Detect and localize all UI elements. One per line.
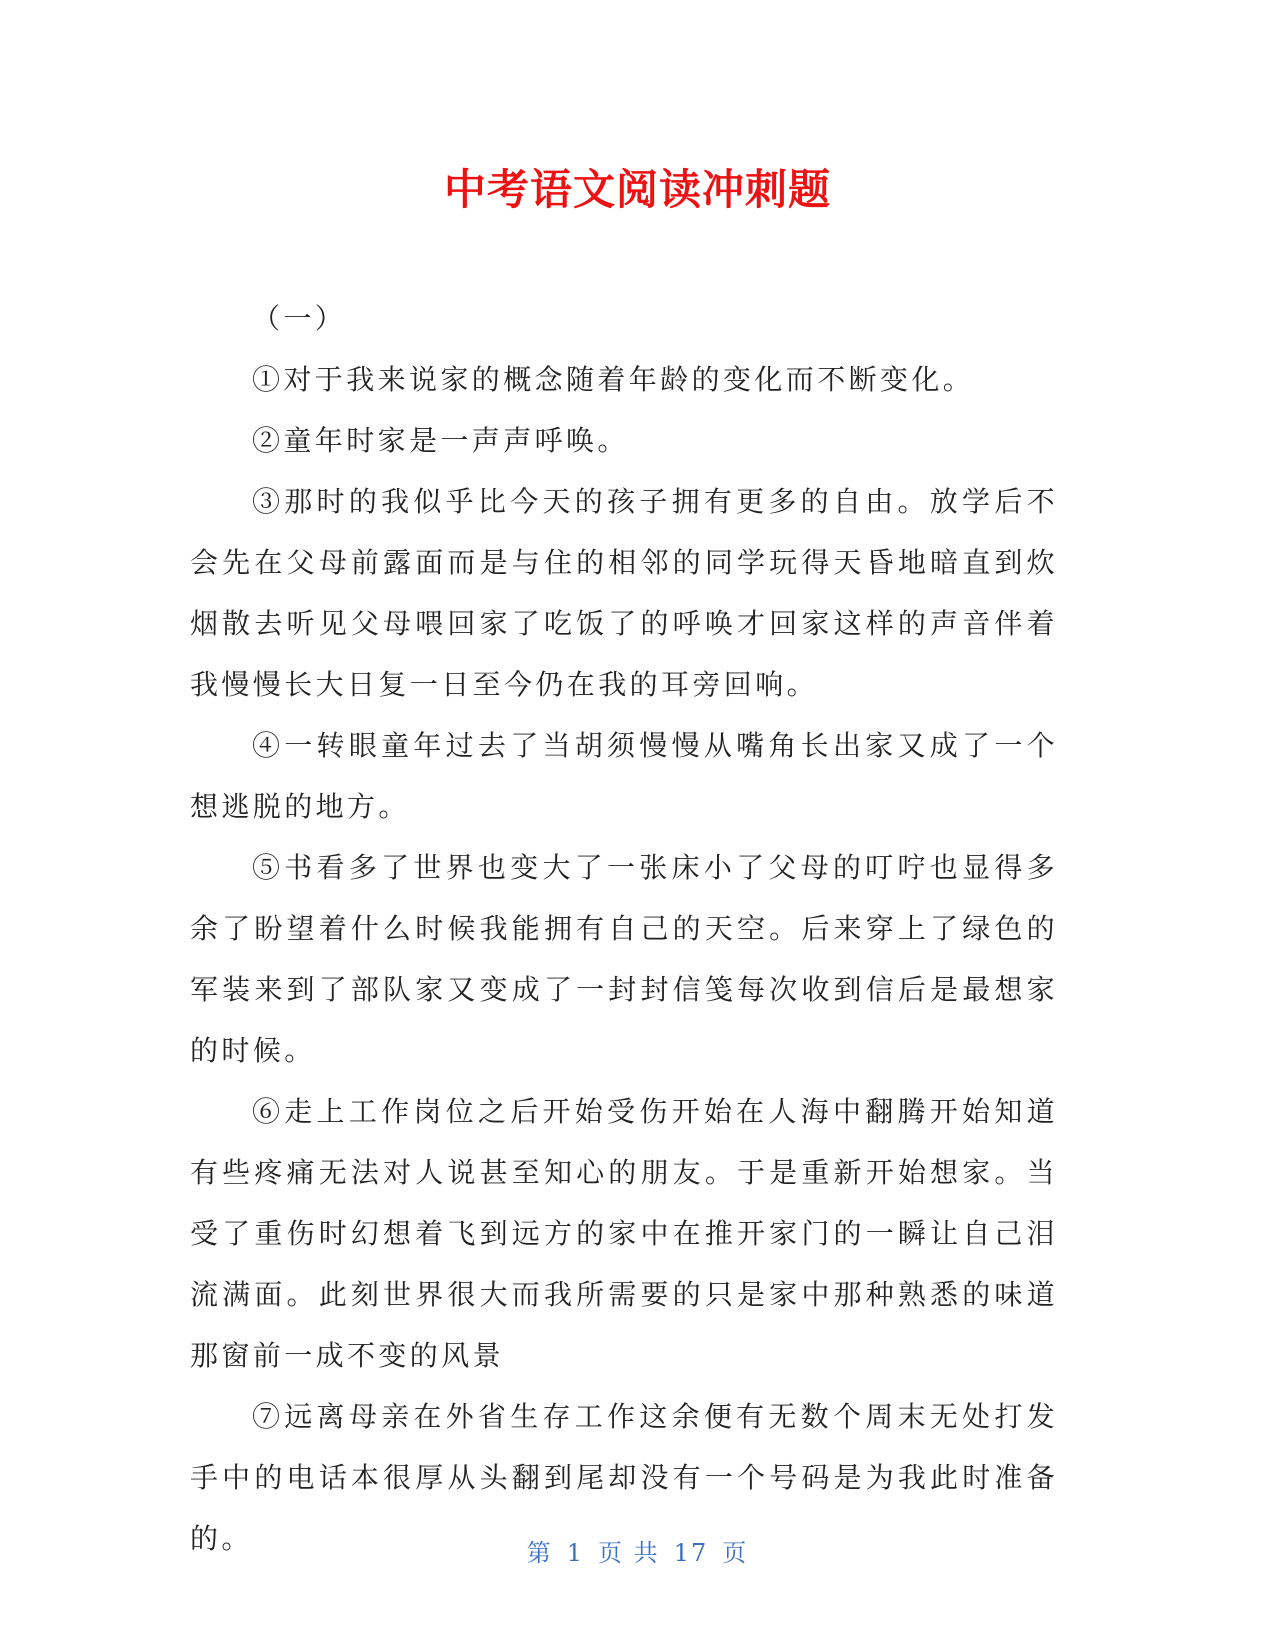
paragraph-7: ⑦远离母亲在外省生存工作这余便有无数个周末无处打发手中的电话本很厚从头翻到尾却没有一个号码是为我此时准备的。 [190, 1400, 1058, 1555]
current-page-number: 1 [566, 1539, 585, 1567]
paragraph-3: ③那时的我似乎比今天的孩子拥有更多的自由。放学后不会先在父母前露面而是与住的相邻的同学玩得天昏地暗直到炊烟散去听见父母喂回家了吃饭了的呼唤才回家这样的声音伴着我慢慢长大日复一日至今仍在我的耳旁回响。 [190, 485, 1058, 701]
total-pages-number: 17 [673, 1539, 709, 1567]
paragraph-2: ②童年时家是一声声呼唤。 [252, 424, 629, 457]
page-footer [0, 1533, 1275, 1573]
paragraph-4: ④一转眼童年过去了当胡须慢慢从嘴角长出家又成了一个想逃脱的地方。 [190, 729, 1058, 823]
page-title: 中考语文阅读冲刺题 [443, 165, 831, 214]
paragraph-1: ①对于我来说家的概念随着年龄的变化而不断变化。 [252, 363, 975, 396]
paragraph-6: ⑥走上工作岗位之后开始受伤开始在人海中翻腾开始知道有些疼痛无法对人说甚至知心的朋友。于是重新开始想家。当受了重伤时幻想着飞到远方的家中在推开家门的一瞬让自己泪流满面。此刻世界很大而我所需要的只是家中那种熟悉的味道那窗前一成不变的风景 [190, 1095, 1058, 1372]
document-body [190, 288, 1058, 1569]
paragraph-5: ⑤书看多了世界也变大了一张床小了父母的叮咛也显得多余了盼望着什么时候我能拥有自己的天空。后来穿上了绿色的军装来到了部队家又变成了一封封信笺每次收到信后是最想家的时候。 [190, 851, 1058, 1067]
footer-suffix: 页 [722, 1539, 749, 1567]
footer-middle: 页 共 [598, 1539, 660, 1567]
footer-prefix: 第 [526, 1539, 553, 1567]
section-heading: （一） [252, 302, 347, 335]
